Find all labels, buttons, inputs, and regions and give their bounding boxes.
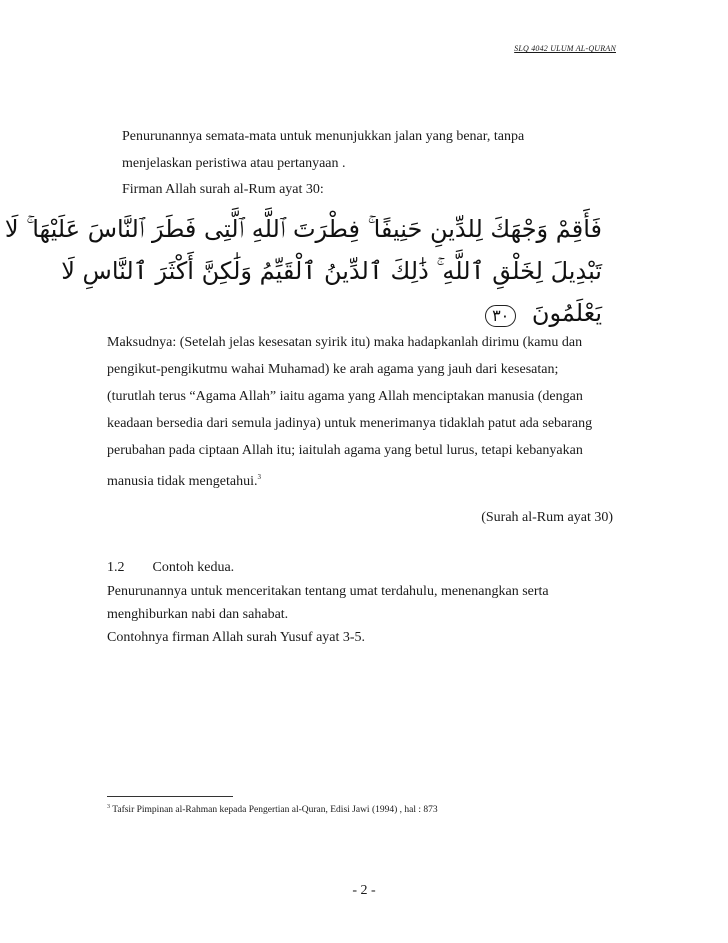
translation-line: perubahan pada ciptaan Allah itu; iaitulah agama yang betul lurus, tetapi kebanyakan [107,443,583,458]
verse-line-3-text: يَعْلَمُونَ [531,299,602,327]
section-number: 1.2 [107,560,125,575]
footnote-marker: 3 [107,804,110,810]
footnote-divider [107,796,233,797]
section-line-2: menghiburkan nabi dan sahabat. [107,607,289,622]
verse-line-2: تَبْدِيلَ لِخَلْقِ ٱللَّهِ ۚ ذَٰلِكَ ٱلدِّينُ ٱلْقَيِّمُ وَلَٰكِنَّ أَكْثَرَ ٱلنَّاسِ لَا [61,257,602,285]
section-line-1: Penurunannya untuk menceritakan tentang umat terdahulu, menenangkan serta [107,584,549,599]
translation-line: pengikut-pengikutmu wahai Muhamad) ke arah agama yang jauh dari kesesatan; [107,362,559,377]
verse-line-3 [112,298,602,328]
translation-paragraph [107,329,627,495]
running-header: SLQ 4042 ULUM AL-QURAN [514,44,616,53]
section-title: Contoh kedua. [152,560,235,575]
verse-reference: (Surah al-Rum ayat 30) [481,510,613,525]
intro-line-3: Firman Allah surah al-Rum ayat 30: [122,182,324,197]
section-heading [107,560,234,576]
translation-line: (turutlah terus “Agama Allah” iaitu agama yang Allah menciptakan manusia (dengan [107,389,583,404]
intro-line-1: Penurunannya semata-mata untuk menunjukkan jalan yang benar, tanpa [122,129,525,144]
footnote-reference-marker[interactable]: 3 [257,473,261,481]
intro-line-2: menjelaskan peristiwa atau pertanyaan . [122,156,346,171]
translation-line: keadaan bersedia dari semula jadinya) untuk menerimanya tidaklah patut ada sebarang [107,416,593,431]
ayah-number-marker: ٣٠ [485,305,516,327]
footnote-text: Tafsir Pimpinan al-Rahman kepada Pengertian al-Quran, Edisi Jawi (1994) , hal : 873 [112,805,438,815]
verse-line-1: فَأَقِمْ وَجْهَكَ لِلدِّينِ حَنِيفًا ۚ فِطْرَتَ ٱللَّهِ ٱلَّتِى فَطَرَ ٱلنَّاسَ عَلَيْهَا ۚ لَا [4,215,602,243]
translation-line-text: manusia tidak mengetahui. [107,474,258,489]
page-number: - 2 - [352,883,376,898]
footnote [107,804,438,815]
section-line-3: Contohnya firman Allah surah Yusuf ayat 3-5. [107,630,366,645]
translation-line: Maksudnya: (Setelah jelas kesesatan syirik itu) maka hadapkanlah dirimu (kamu dan [107,335,583,350]
translation-line-last [107,464,627,495]
